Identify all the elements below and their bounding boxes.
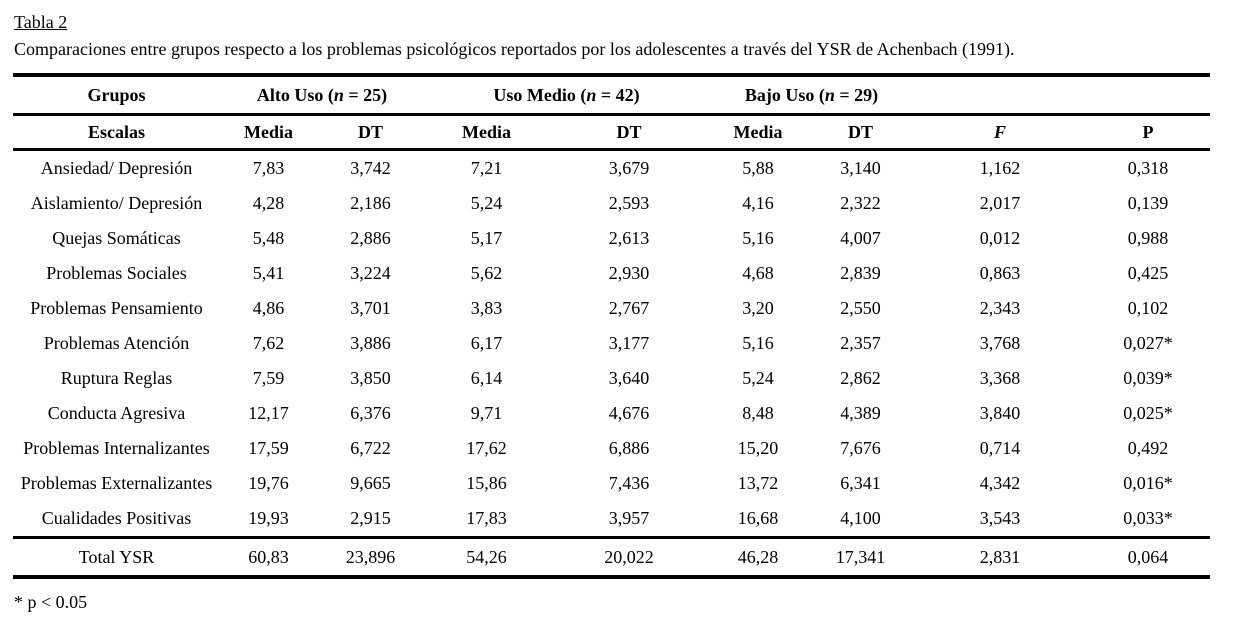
group-label-part: Bajo Uso ( — [744, 84, 825, 105]
cell-value: 4,28 — [252, 193, 285, 213]
cell-value: 2,550 — [840, 298, 881, 318]
f-statistic-header: F — [914, 115, 1086, 150]
cell-value: 5,24 — [742, 368, 774, 388]
row-label: Problemas Externalizantes — [20, 473, 213, 493]
cell-value: 46,28 — [709, 538, 807, 578]
cell-value: 3,83 — [470, 298, 503, 318]
cell-value: 0,425 — [1127, 263, 1169, 283]
row-label: Aislamiento/ Depresión — [30, 193, 203, 213]
cell-value: 7,436 — [608, 473, 650, 493]
cell-value: 5,24 — [470, 193, 503, 213]
cell-value: 60,83 — [220, 538, 317, 578]
cell-value: 4,007 — [840, 228, 881, 248]
cell-value: 3,886 — [350, 333, 391, 353]
cell-value: 6,722 — [350, 438, 391, 458]
cell-value: 1,162 — [979, 158, 1021, 178]
table-row — [13, 501, 1210, 538]
cell-value: 19,76 — [248, 473, 289, 493]
cell-value: 2,886 — [350, 228, 391, 248]
cell-value: 2,767 — [608, 298, 650, 318]
dt-header: DT — [549, 115, 709, 150]
group-label-part: Alto Uso ( — [256, 84, 334, 105]
cell-value: 0,988 — [1127, 228, 1169, 248]
row-label: Cualidades Positivas — [41, 508, 192, 528]
media-header: Media — [220, 115, 317, 150]
group-header-row — [13, 75, 1210, 115]
table-row — [13, 221, 1210, 256]
cell-value: 0,714 — [979, 438, 1021, 458]
cell-value: 4,100 — [840, 508, 881, 528]
row-label: Total YSR — [13, 538, 220, 578]
cell-value: 4,16 — [742, 193, 774, 213]
cell-value: 0,039* — [1123, 368, 1173, 388]
cell-value: 6,17 — [470, 333, 503, 353]
cell-value: 17,83 — [466, 508, 507, 528]
cell-value: 3,140 — [840, 158, 881, 178]
cell-value: 7,83 — [252, 158, 285, 178]
cell-value: 0,863 — [979, 263, 1021, 283]
row-label: Ruptura Reglas — [60, 368, 173, 388]
table-row — [13, 361, 1210, 396]
cell-value: 5,48 — [252, 228, 285, 248]
cell-value: 4,676 — [608, 403, 650, 423]
cell-value: 23,896 — [317, 538, 424, 578]
table-row — [13, 256, 1210, 291]
cell-value: 0,139 — [1127, 193, 1169, 213]
group-header-uso-medio — [424, 75, 709, 115]
cell-value: 0,012 — [979, 228, 1021, 248]
cell-value: 8,48 — [742, 403, 774, 423]
comparison-table — [13, 73, 1210, 579]
cell-value: 2,593 — [608, 193, 650, 213]
cell-value: 0,492 — [1127, 438, 1169, 458]
row-label: Quejas Somáticas — [52, 228, 181, 248]
cell-value: 3,840 — [979, 403, 1021, 423]
cell-value: 5,41 — [252, 263, 285, 283]
cell-value: 2,357 — [840, 333, 881, 353]
cell-value: 5,16 — [742, 333, 774, 353]
cell-value: 2,343 — [979, 298, 1021, 318]
table-row — [13, 466, 1210, 501]
cell-value: 6,376 — [350, 403, 391, 423]
cell-value: 5,17 — [470, 228, 503, 248]
group-header-empty — [914, 75, 1210, 115]
media-header: Media — [709, 115, 807, 150]
cell-value: 6,14 — [470, 368, 503, 388]
cell-value: 9,665 — [350, 473, 391, 493]
cell-value: 2,839 — [840, 263, 881, 283]
cell-value: 2,831 — [914, 538, 1086, 578]
cell-value: 7,21 — [470, 158, 503, 178]
n-symbol: n — [824, 84, 835, 105]
cell-value: 3,640 — [608, 368, 650, 388]
cell-value: 3,20 — [742, 298, 774, 318]
p-value-header: P — [1086, 115, 1210, 150]
cell-value: 4,389 — [840, 403, 881, 423]
cell-value: 0,064 — [1086, 538, 1210, 578]
cell-value: 2,017 — [979, 193, 1021, 213]
cell-value: 17,62 — [466, 438, 507, 458]
cell-value: 13,72 — [737, 473, 779, 493]
cell-value: 4,342 — [979, 473, 1021, 493]
cell-value: 54,26 — [424, 538, 549, 578]
cell-value: 2,862 — [840, 368, 881, 388]
row-label: Ansiedad/ Depresión — [40, 158, 193, 178]
cell-value: 2,930 — [608, 263, 650, 283]
cell-value: 12,17 — [248, 403, 289, 423]
cell-value: 6,886 — [608, 438, 650, 458]
cell-value: 7,62 — [252, 333, 285, 353]
cell-value: 2,322 — [840, 193, 881, 213]
cell-value: 17,59 — [248, 438, 289, 458]
cell-value: 7,59 — [252, 368, 285, 388]
cell-value: 0,318 — [1127, 158, 1169, 178]
table-title: Tabla 2 — [14, 12, 68, 32]
row-label: Problemas Internalizantes — [23, 438, 210, 458]
cell-value: 3,850 — [350, 368, 391, 388]
cell-value: 6,341 — [840, 473, 881, 493]
stat-header-row — [13, 115, 1210, 150]
cell-value: 2,613 — [608, 228, 650, 248]
cell-value: 3,742 — [350, 158, 391, 178]
table-row — [13, 186, 1210, 221]
cell-value: 3,679 — [608, 158, 650, 178]
group-label-part: = 29) — [834, 84, 879, 105]
cell-value: 16,68 — [737, 508, 779, 528]
cell-value: 0,025* — [1123, 403, 1173, 423]
media-header: Media — [424, 115, 549, 150]
group-header-alto-uso — [220, 75, 424, 115]
cell-value: 5,88 — [742, 158, 774, 178]
escalas-header: Escalas — [13, 115, 220, 150]
cell-value: 7,676 — [840, 438, 881, 458]
cell-value: 20,022 — [549, 538, 709, 578]
row-label: Problemas Atención — [43, 333, 190, 353]
cell-value: 0,033* — [1123, 508, 1173, 528]
n-symbol: n — [586, 84, 597, 105]
cell-value: 2,186 — [350, 193, 391, 213]
table-caption: Comparaciones entre grupos respecto a los problemas psicológicos reportados por los adolescentes a través del YSR de Achenbach (1991). — [14, 39, 1015, 59]
table-row — [13, 150, 1210, 187]
row-label: Conducta Agresiva — [47, 403, 186, 423]
group-label-part: = 42) — [596, 84, 640, 105]
group-label-part: = 25) — [343, 84, 388, 105]
table-row — [13, 396, 1210, 431]
cell-value: 3,768 — [979, 333, 1021, 353]
cell-value: 15,86 — [466, 473, 507, 493]
cell-value: 9,71 — [470, 403, 503, 423]
cell-value: 0,016* — [1123, 473, 1173, 493]
significance-footnote: * p < 0.05 — [14, 592, 88, 612]
cell-value: 4,86 — [252, 298, 285, 318]
n-symbol: n — [333, 84, 344, 105]
cell-value: 4,68 — [742, 263, 774, 283]
cell-value: 5,62 — [470, 263, 503, 283]
group-header-bajo-uso — [709, 75, 914, 115]
cell-value: 2,915 — [350, 508, 391, 528]
cell-value: 3,957 — [608, 508, 650, 528]
row-label: Problemas Sociales — [46, 263, 187, 283]
groups-corner-header: Grupos — [13, 75, 220, 115]
cell-value: 3,224 — [350, 263, 391, 283]
row-label: Problemas Pensamiento — [30, 298, 203, 318]
dt-header: DT — [807, 115, 914, 150]
table-row — [13, 538, 1210, 578]
cell-value: 15,20 — [737, 438, 779, 458]
table-row — [13, 291, 1210, 326]
cell-value: 3,701 — [350, 298, 391, 318]
table-row — [13, 431, 1210, 466]
cell-value: 0,102 — [1127, 298, 1169, 318]
cell-value: 3,543 — [979, 508, 1021, 528]
cell-value: 0,027* — [1123, 333, 1173, 353]
cell-value: 19,93 — [248, 508, 289, 528]
group-label-part: Uso Medio ( — [493, 84, 587, 105]
table-body — [13, 150, 1210, 578]
cell-value: 3,177 — [608, 333, 650, 353]
table-row — [13, 326, 1210, 361]
cell-value: 5,16 — [742, 228, 774, 248]
cell-value: 3,368 — [979, 368, 1021, 388]
dt-header: DT — [317, 115, 424, 150]
cell-value: 17,341 — [807, 538, 914, 578]
